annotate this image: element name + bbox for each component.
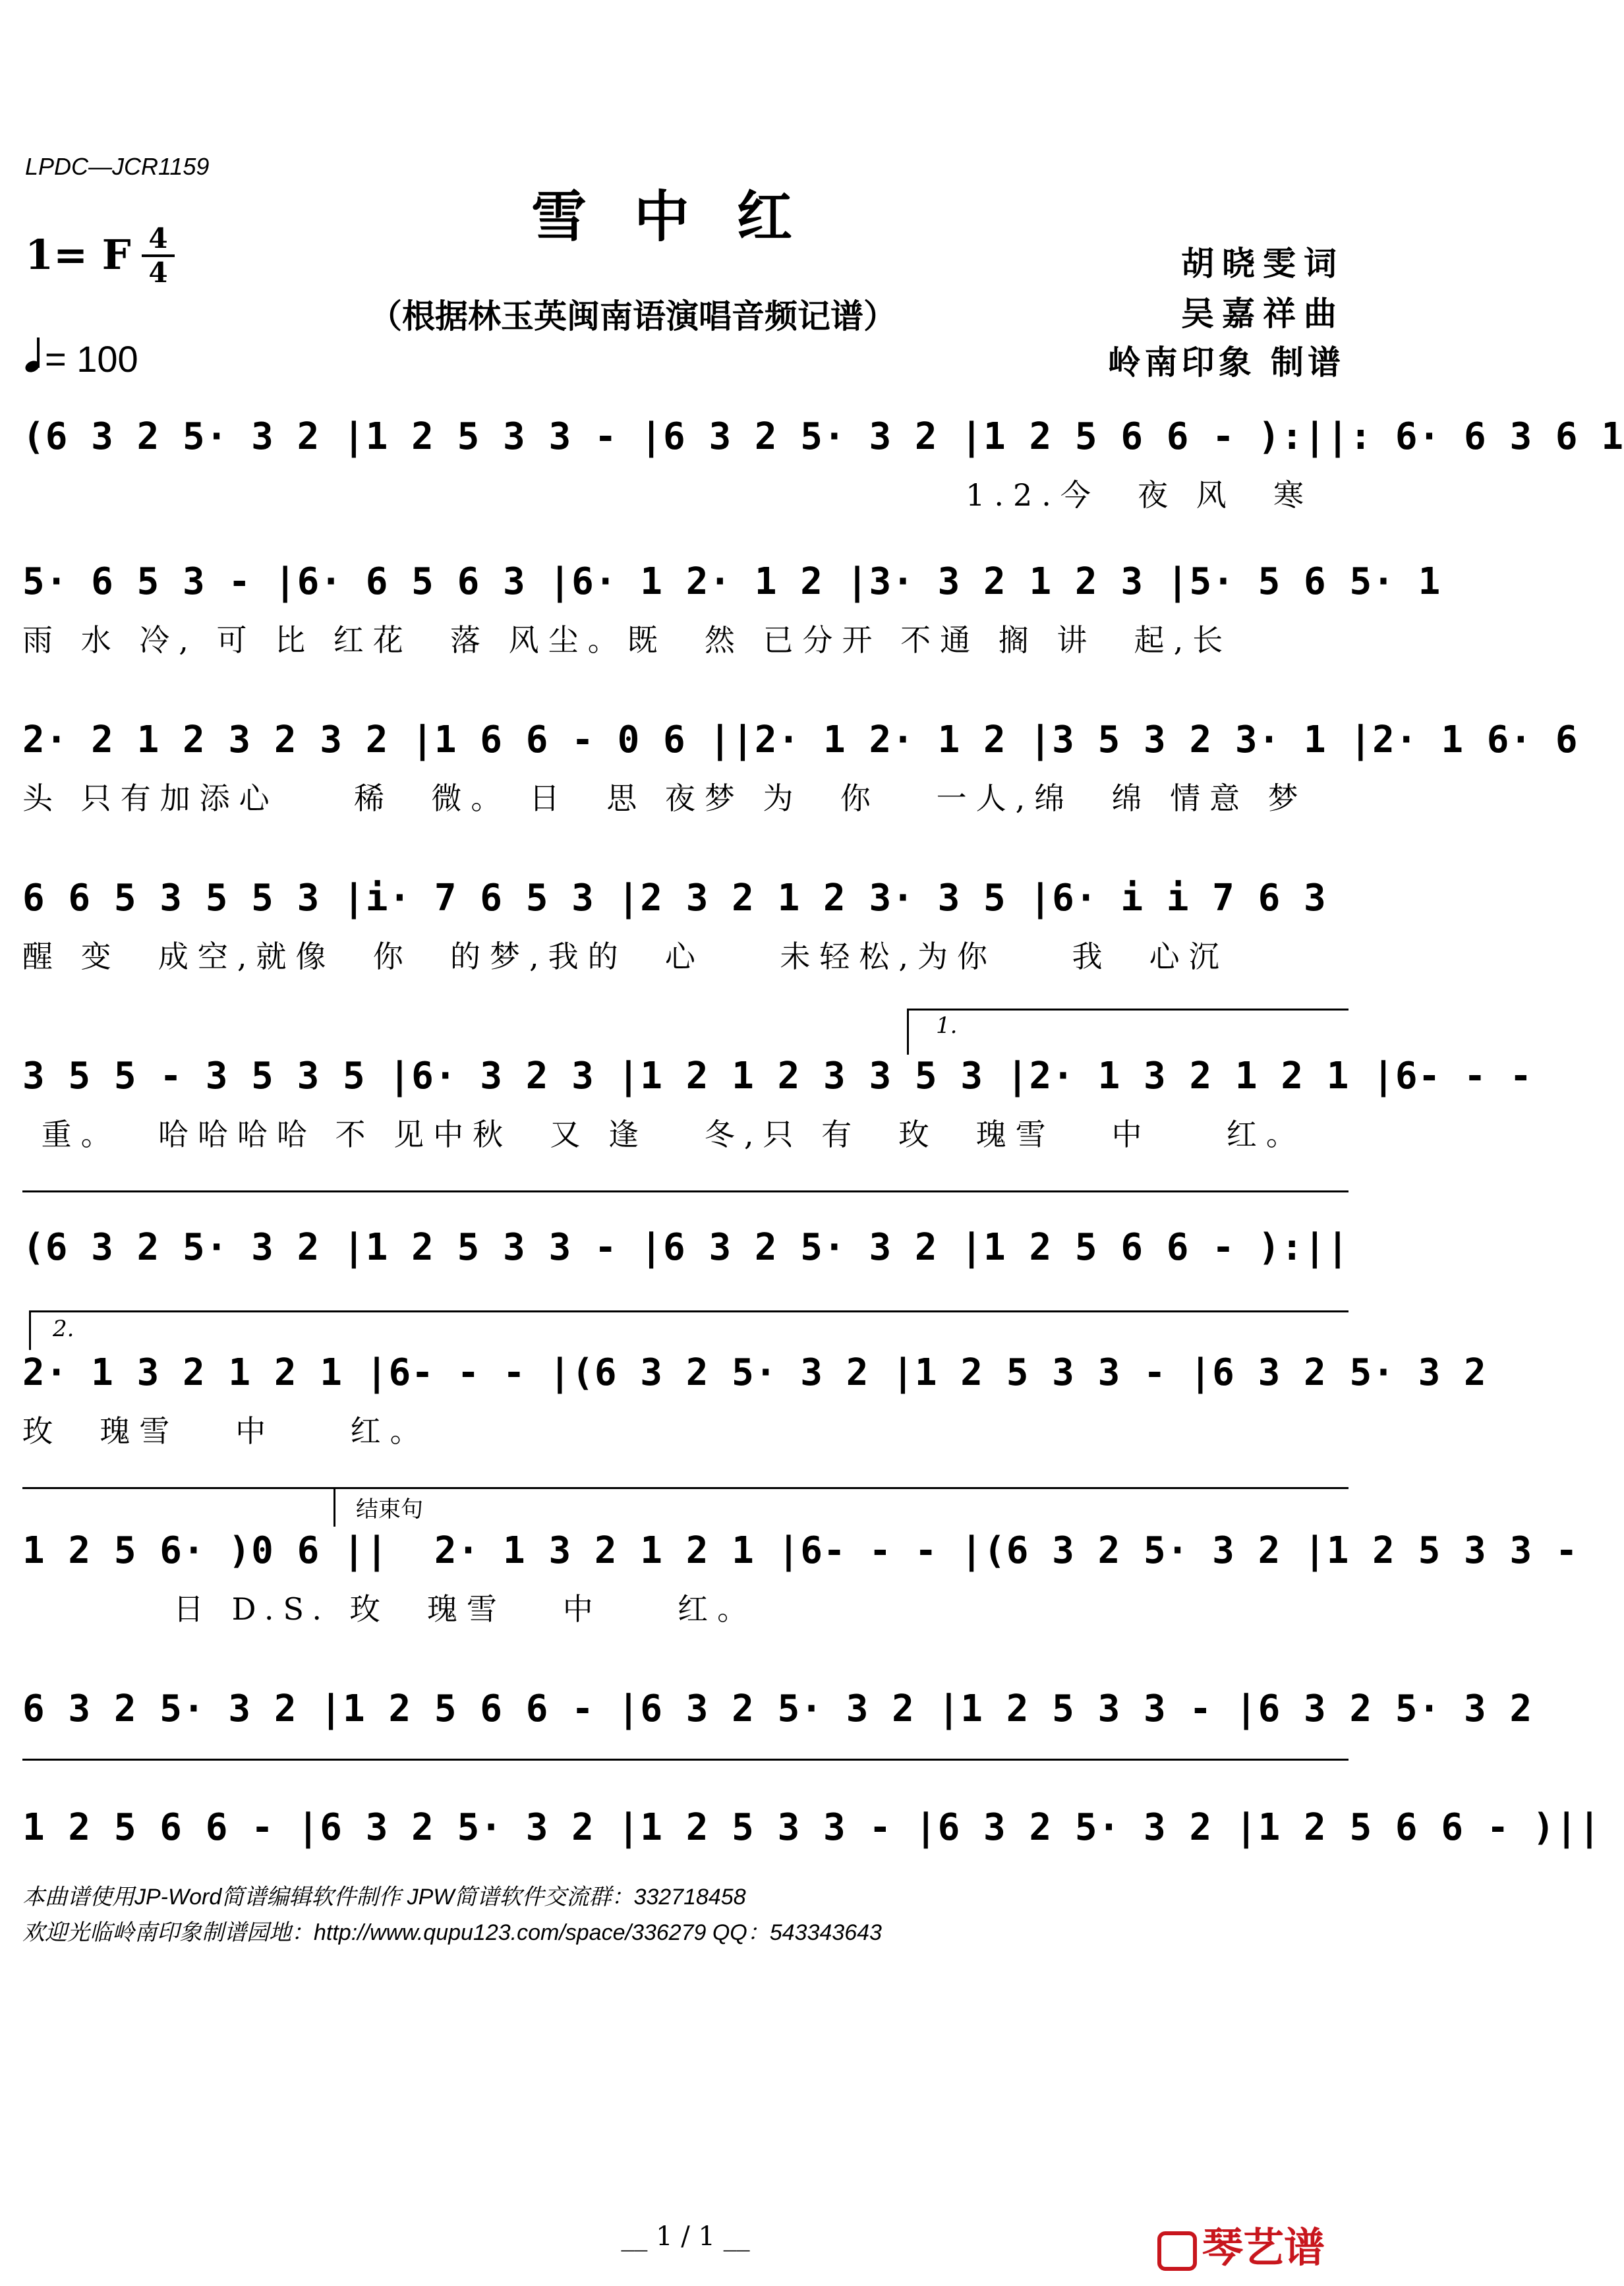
score-system-6 [22, 1226, 1348, 1269]
score-system-4 [22, 877, 1348, 976]
volta-1-tick [907, 1009, 909, 1055]
composer-credit: 吴嘉祥曲 [1181, 294, 1345, 333]
score-system-7 [22, 1351, 1487, 1451]
arranger-credit: 岭南印象 制谱 [1107, 343, 1345, 382]
notation-line: 6 3 2 5· 3 2 |1 2 5 6 6 - |6 3 2 5· 3 2 |1 2 5 3 3 - |6 3 2 5· 3 2 [22, 1687, 1533, 1730]
lyrics-line: 醒 变 成空,就像 你 的梦,我的 心 未轻松,为你 我 心沉 [22, 939, 1229, 974]
key-signature: 1= F [25, 231, 131, 279]
time-sig-top: 4 [148, 222, 168, 254]
volta-1-label: 1. [936, 1012, 958, 1039]
tempo-value: = 100 [45, 338, 138, 380]
score-system-1 [22, 415, 1624, 515]
lyrics-line: 重。 哈哈哈哈 不 见中秋 又 逢 冬,只 有 玫 瑰雪 中 红。 [22, 1117, 1306, 1152]
song-title: 雪中红 [531, 184, 840, 249]
volta-1-bracket [907, 1009, 1348, 1011]
notation-line: 3 5 5 - 3 5 3 5 |6· 3 2 3 |1 2 1 2 3 3 5 3 |2· 1 3 2 1 2 1 |6- - - [22, 1055, 1533, 1098]
logo-mark-icon [1157, 2231, 1197, 2271]
volta-1-continuation [22, 1190, 1348, 1192]
notation-line: (6 3 2 5· 3 2 |1 2 5 3 3 - |6 3 2 5· 3 2 |1 2 5 6 6 - ):||: 6· 6 3 6 1 [22, 415, 1624, 458]
notation-line: 5· 6 5 3 - |6· 6 5 6 3 |6· 1 2· 1 2 |3· 3 2 1 2 3 |5· 5 6 5· 1 [22, 560, 1441, 603]
footer-website-note: 欢迎光临岭南印象制谱园地：http://www.qupu123.com/space/336279 QQ：543343643 [22, 1920, 882, 1945]
quarter-note-icon [25, 336, 45, 372]
notation-line: 2· 2 1 2 3 2 3 2 |1 6 6 - 0 6 ||2· 1 2· 1 2 |3 5 3 2 3· 1 |2· 1 6· 6 [22, 718, 1579, 761]
score-system-5 [22, 1055, 1533, 1154]
notation-line: 6 6 5 3 5 5 3 |i· 7 6 5 3 |2 3 2 1 2 3· 3 5 |6· i i 7 6 3 [22, 877, 1327, 920]
lyrics-line: 1.2.今 夜 风 寒 [22, 477, 1313, 513]
score-system-10 [22, 1806, 1602, 1849]
time-sig-bottom: 4 [148, 256, 168, 289]
lyrics-line: 头 只有加添心 稀 微。 日 思 夜梦 为 你 一人,绵 绵 情意 梦 [22, 780, 1308, 816]
lyrics-line: 玫 瑰雪 中 红。 [22, 1413, 430, 1449]
ending-tick [334, 1487, 335, 1527]
notation-line: 2· 1 3 2 1 2 1 |6- - - |(6 3 2 5· 3 2 |1 2 5 3 3 - |6 3 2 5· 3 2 [22, 1351, 1487, 1394]
score-system-2 [22, 560, 1441, 660]
footer-software-note: 本曲谱使用JP-Word简谱编辑软件制作 JPW简谱软件交流群：332718458 [22, 1885, 746, 1910]
volta-2-bracket [29, 1310, 1348, 1312]
score-system-8 [22, 1529, 1579, 1629]
ending-bracket [334, 1487, 1348, 1489]
time-signature [142, 224, 175, 287]
system-divider [22, 1759, 1348, 1761]
subtitle: （根据林玉英闽南语演唱音频记谱） [369, 297, 896, 336]
score-system-9 [22, 1687, 1533, 1730]
volta-2-label: 2. [53, 1316, 74, 1342]
lyrics-line: 雨 水 冷, 可 比 红花 落 风尘。既 然 已分开 不通 搁 讲 起,长 [22, 622, 1232, 658]
notation-line: 1 2 5 6· )0 6 || 2· 1 3 2 1 2 1 |6- - - |(6 3 2 5· 3 2 |1 2 5 3 3 - [22, 1529, 1579, 1572]
volta-2-tick [29, 1310, 31, 1350]
page-number: __ 1 / 1 __ [621, 2221, 750, 2252]
tempo-mark [25, 336, 138, 380]
ending-label: 结束句 [356, 1496, 423, 1523]
score-system-3 [22, 718, 1579, 818]
score-code: LPDC—JCR1159 [25, 153, 210, 180]
lyrics-line: 日 D.S. 玫 瑰雪 中 红。 [22, 1591, 757, 1627]
notation-line: (6 3 2 5· 3 2 |1 2 5 3 3 - |6 3 2 5· 3 2 |1 2 5 6 6 - ):|| [22, 1226, 1350, 1269]
lyricist-credit: 胡晓雯词 [1181, 244, 1345, 283]
site-logo [1157, 2215, 1325, 2273]
notation-line: 1 2 5 6 6 - |6 3 2 5· 3 2 |1 2 5 3 3 - |6 3 2 5· 3 2 |1 2 5 6 6 - )|| [22, 1806, 1602, 1849]
logo-text: 琴艺谱 [1202, 2223, 1325, 2271]
